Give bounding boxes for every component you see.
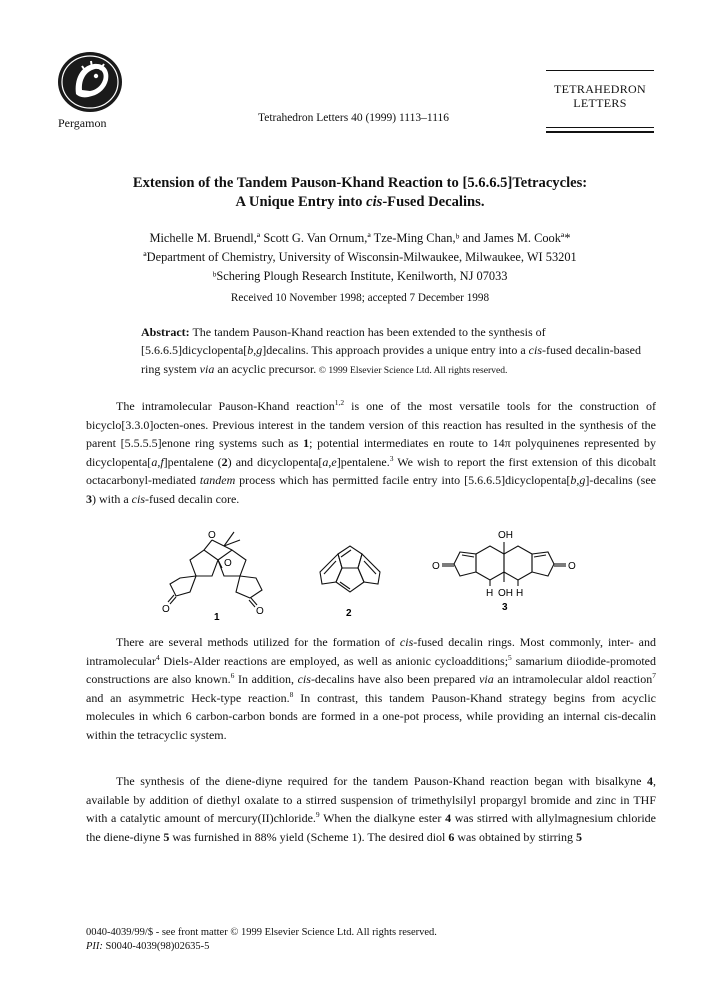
author-list: Michelle M. Bruendl,ª Scott G. Van Ornum,ª Tze-Ming Chan,ᵇ and James M. Cookª* <box>149 231 571 245</box>
journal-citation: Tetrahedron Letters 40 (1999) 1113–1116 <box>258 112 450 124</box>
title-line1: Extension of the Tandem Pauson-Khand Reaction to [5.6.6.5]Tetracycles: <box>132 175 588 191</box>
journal-title <box>546 82 654 110</box>
abstract-label: Abstract: <box>141 325 190 339</box>
structure-3-carbonyl-oxygen-left: O <box>432 561 440 572</box>
affiliation-b: ᵇSchering Plough Research Institute, Kenilworth, NJ 07033 <box>212 269 508 283</box>
article-title <box>60 174 660 212</box>
journal-title-line2: LETTERS <box>573 96 627 110</box>
structure-3-hydroxyl-top: OH <box>498 530 513 541</box>
footer-pii: PII: S0040-4039(98)02635-5 <box>86 941 210 952</box>
footer-copyright: 0040-4039/99/$ - see front matter © 1999 Elsevier Science Ltd. All rights reserved. <box>86 927 437 938</box>
footer <box>86 926 437 954</box>
structure-1 <box>168 532 262 607</box>
publisher-name: Pergamon <box>58 116 107 130</box>
journal-title-line1: TETRAHEDRON <box>554 82 646 96</box>
structure-1-ketal-oxygen-2: O <box>224 558 232 569</box>
header-rule-mid <box>546 127 654 128</box>
structure-1-carbonyl-oxygen-right: O <box>256 606 264 617</box>
affiliation-a: ªDepartment of Chemistry, University of Wisconsin-Milwaukee, Milwaukee, WI 53201 <box>143 250 577 264</box>
structure-1-label: 1 <box>214 612 220 620</box>
chemical-structures-figure <box>160 520 580 620</box>
structure-1-ketal-oxygen-1: O <box>208 530 216 541</box>
structure-3-label: 3 <box>502 602 508 613</box>
header-rule-top <box>546 70 654 71</box>
pergamon-logo-icon <box>56 50 124 114</box>
structure-3-hydroxyl-bottom: OH <box>498 588 513 599</box>
title-line2: A Unique Entry into cis-Fused Decalins. <box>235 194 485 210</box>
abstract-copyright: © 1999 Elsevier Science Ltd. All rights reserved. <box>316 364 508 376</box>
header-rule-bottom <box>546 131 654 133</box>
structure-1-carbonyl-oxygen-left: O <box>162 604 170 615</box>
structure-3-carbonyl-oxygen-right: O <box>568 561 576 572</box>
paragraph-1: The intramolecular Pauson-Khand reaction$^{1,2}$ is one of the most versatile tools for the construction of bicyclo[3.3.0]octen-ones. Previous interest in the tandem version of this reaction has resulted in the synthesis of the parent [5.5.5.5]enone ring systems such as 1; potential intermediates en route to 14π polyquinenes represented by dicyclopenta[a,f]pentalene (2) and dicyclopenta[a,e]pentalene.$^3$ We wish to report the first extension of this dicobalt octacarbonyl-mediated tandem process which has permitted facile entry into [5.6.6.5]dicyclopenta[b,g]-decalins (see 3) with a cis-fused decalin core. <box>86 398 656 506</box>
structure-3-hydrogen-right: H <box>516 588 524 599</box>
structure-2-label: 2 <box>346 608 352 619</box>
structure-3 <box>442 542 566 586</box>
authors-block <box>60 229 660 286</box>
received-dates: Received 10 November 1998; accepted 7 December 1998 <box>230 292 490 304</box>
structure-3-hydrogen-left: H <box>486 588 494 599</box>
paragraph-2: There are several methods utilized for the formation of cis-fused decalin rings. Most commonly, inter- and intramolecular$^4$ Diels-Alder reactions are employed, as well as anionic cycloadditions;$^5$ samarium diiodide-promoted constructions are also known.$^6$ In addition, cis-decalins have also been prepared via an intramolecular aldol reaction$^7$ and an asymmetric Heck-type reaction.$^8$ In contrast, this tandem Pauson-Khand strategy begins from acyclic molecules in which 6 carbon-carbon bonds are formed in a one-pot process, while providing an internal cis-decalin within the tetracyclic system. <box>86 635 657 742</box>
structure-2 <box>320 546 380 592</box>
abstract: Abstract: The tandem Pauson-Khand reaction has been extended to the synthesis of [5.6.6.5]dicyclopenta[b,g]decalins. This approach provides a unique entry into a cis-fused decalin-based ring system via an acyclic precursor. © 1999 Elsevier Science Ltd. All rights reserved. <box>141 325 641 376</box>
paragraph-3: The synthesis of the diene-diyne required for the tandem Pauson-Khand reaction began with bisalkyne 4, available by addition of diethyl oxalate to a stirred suspension of trimethylsilyl propargyl bromide and zinc in THF with a catalytic amount of mercury(II)chloride.$^9$ When the dialkyne ester 4 was stirred with allylmagnesium chloride the diene-diyne 5 was furnished in 88% yield (Scheme 1). The desired diol 6 was obtained by stirring 5 <box>86 774 657 844</box>
